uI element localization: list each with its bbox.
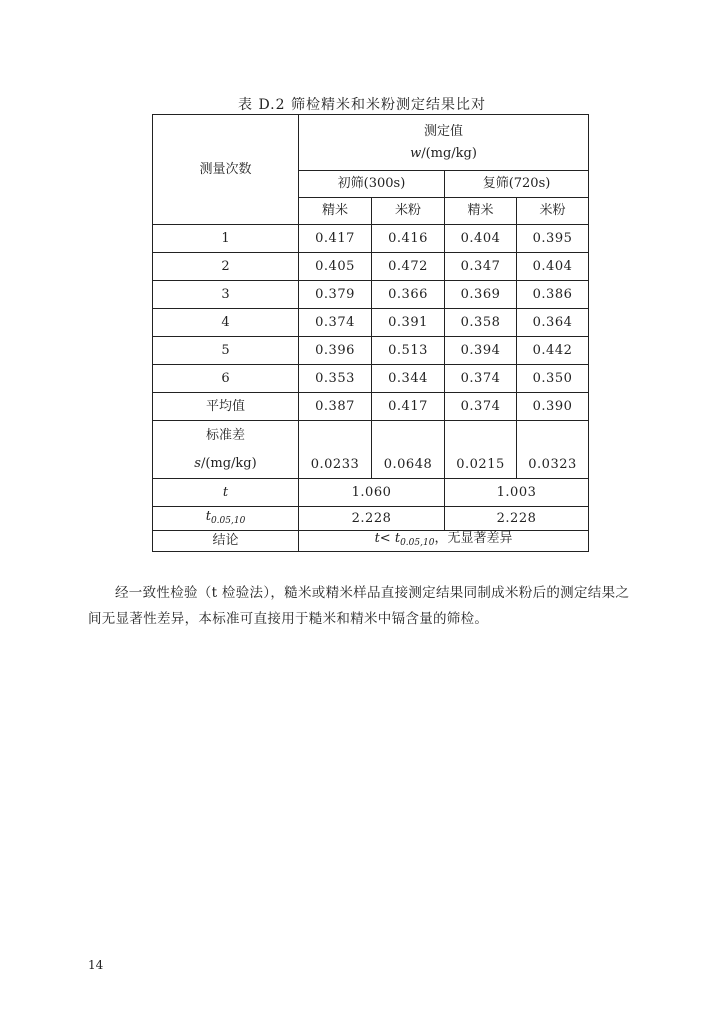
std-unit: /(mg/kg) [200, 455, 257, 471]
measured-value-label: 测定值 [424, 123, 464, 139]
cell-value: 2.228 [445, 507, 589, 531]
cell-value: 2.228 [299, 507, 445, 531]
cell-value: 0.387 [299, 393, 372, 421]
unit-text: /(mg/kg) [421, 145, 477, 161]
sub-header: 米粉 [372, 198, 445, 225]
cell-value: 0.358 [445, 309, 517, 337]
table-row-std [153, 421, 589, 479]
t-crit-label [153, 507, 299, 531]
std-label [153, 421, 299, 479]
cell-value: 0.369 [445, 281, 517, 309]
std-var: s [194, 455, 201, 471]
cell-value: 0.374 [445, 365, 517, 393]
cell-value: 0.416 [372, 225, 445, 253]
cell-value: 0.442 [517, 337, 589, 365]
cell-value: 0.364 [517, 309, 589, 337]
cell-value: 0.405 [299, 253, 372, 281]
row-label: 2 [153, 253, 299, 281]
results-table [152, 114, 589, 552]
table-row [153, 253, 589, 281]
cell-value: 0.472 [372, 253, 445, 281]
cell-value: 1.060 [299, 479, 445, 507]
conclusion-label: 结论 [153, 531, 299, 552]
t-crit-sub: 0.05,10 [210, 515, 246, 526]
row-label: 平均值 [153, 393, 299, 421]
row-header-label: 测量次数 [153, 115, 299, 225]
cell-value: 0.379 [299, 281, 372, 309]
sub-header: 精米 [445, 198, 517, 225]
conclusion-op: < [379, 531, 391, 546]
cell-value: 0.0648 [372, 421, 445, 479]
cell-value: 0.390 [517, 393, 589, 421]
row-label: 5 [153, 337, 299, 365]
cell-value: 0.417 [372, 393, 445, 421]
unit-label [299, 146, 588, 162]
cell-value: 0.395 [517, 225, 589, 253]
conclusion-var: t [374, 531, 380, 546]
sub-header: 米粉 [517, 198, 589, 225]
cell-value: 0.0233 [299, 421, 372, 479]
unit-var: w [410, 145, 422, 161]
table-row-conclusion [153, 531, 589, 552]
row-label: 6 [153, 365, 299, 393]
table-caption: 表 D.2 筛检精米和米粉测定结果比对 [238, 97, 486, 113]
cell-value: 0.394 [445, 337, 517, 365]
table-row [153, 281, 589, 309]
cell-value: 0.366 [372, 281, 445, 309]
cell-value: 0.417 [299, 225, 372, 253]
conclusion-var2: t [394, 531, 401, 546]
conclusion-result: ，无显著差异 [434, 531, 513, 546]
page-number: 14 [88, 958, 104, 972]
table-row [153, 365, 589, 393]
cell-value: 0.347 [445, 253, 517, 281]
group-header-rescreen: 复筛(720s) [445, 171, 589, 198]
table-header-row [153, 115, 589, 171]
cell-value: 0.0323 [517, 421, 589, 479]
std-label-line2 [153, 456, 298, 472]
cell-value: 0.391 [372, 309, 445, 337]
conclusion-text [299, 531, 589, 552]
cell-value: 0.350 [517, 365, 589, 393]
table-row [153, 309, 589, 337]
cell-value: 0.353 [299, 365, 372, 393]
cell-value: 0.404 [517, 253, 589, 281]
table-row [153, 337, 589, 365]
cell-value: 0.404 [445, 225, 517, 253]
table-row-t [153, 479, 589, 507]
cell-value: 0.0215 [445, 421, 517, 479]
t-label: t [153, 479, 299, 507]
table-row-mean [153, 393, 589, 421]
conclusion-paragraph: 经一致性检验（t 检验法），糙米或精米样品直接测定结果同制成米粉后的测定结果之间无显著性差异，本标准可直接用于糙米和精米中镉含量的筛检。 [88, 585, 630, 627]
row-label: 4 [153, 309, 299, 337]
cell-value: 0.344 [372, 365, 445, 393]
cell-value: 0.513 [372, 337, 445, 365]
row-label: 3 [153, 281, 299, 309]
cell-value: 1.003 [445, 479, 589, 507]
table-row [153, 225, 589, 253]
t-crit-var: t [205, 508, 211, 524]
conclusion-sub: 0.05,10 [400, 538, 435, 548]
group-header-initial: 初筛(300s) [299, 171, 445, 198]
row-label: 1 [153, 225, 299, 253]
cell-value: 0.374 [445, 393, 517, 421]
std-label-line1: 标准差 [205, 427, 245, 443]
cell-value: 0.386 [517, 281, 589, 309]
cell-value: 0.396 [299, 337, 372, 365]
cell-value: 0.374 [299, 309, 372, 337]
sub-header: 精米 [299, 198, 372, 225]
table-row-t-crit [153, 507, 589, 531]
measured-value-header [299, 115, 589, 171]
